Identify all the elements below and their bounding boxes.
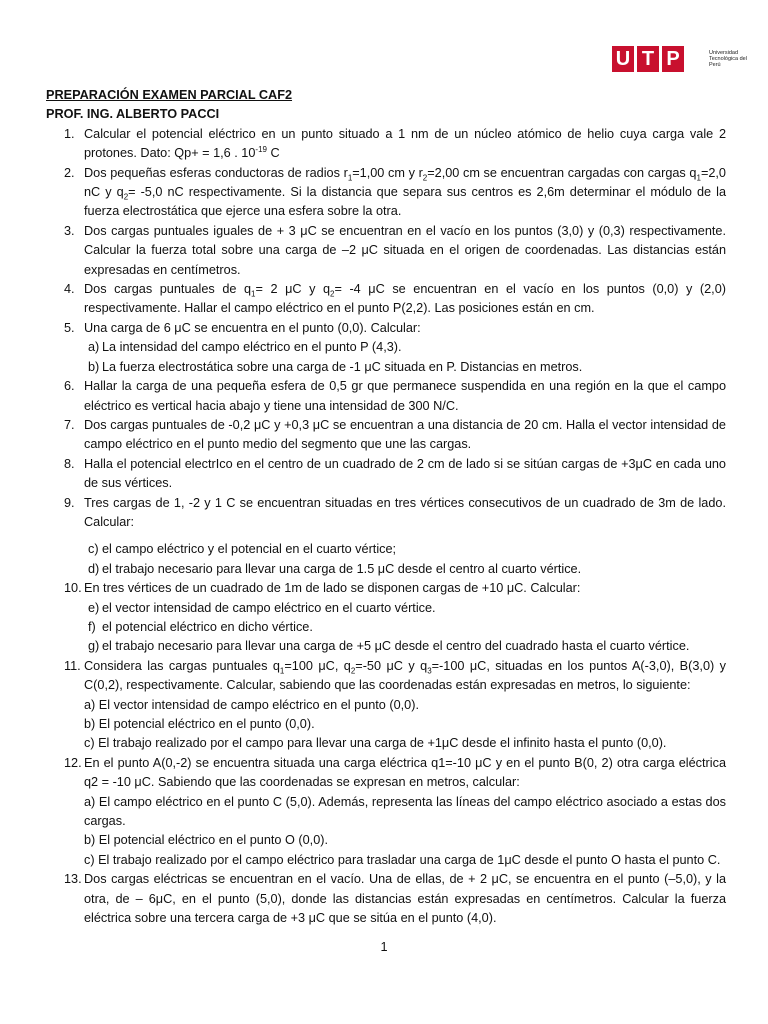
question-number: 8.: [64, 456, 75, 471]
question-text: =-100 μC, situadas en los puntos A(-3,0), B(3,0) y C(0,2), respectivamente. Calcular, sabiendo que las coordenadas están expresadas en metros, lo siguiente:: [84, 658, 726, 693]
question-number: 2.: [64, 165, 75, 180]
question-1: [46, 125, 726, 164]
question-number: 9.: [64, 495, 75, 510]
exponent: -19: [255, 144, 267, 154]
question-number: 13.: [64, 872, 82, 887]
question-line: a) El vector intensidad de campo eléctrico en el punto (0,0).: [84, 697, 419, 712]
sub-item-mark: b): [88, 359, 100, 374]
question-text: Dos pequeñas esferas conductoras de radios r: [84, 165, 348, 180]
question-8: [46, 455, 726, 494]
question-text: Dos cargas puntuales iguales de + 3 μC se encuentran en el vacío en los puntos (3,0) y (0,3) respectivamente. Calcular la fuerza total sobre una carga de –2 μC situada en el origen de coordenadas. Las distancias están expresadas en centímetros.: [84, 223, 726, 277]
sub-item-mark: g): [88, 639, 100, 654]
subscript: 2: [330, 289, 335, 299]
subscript: 2: [350, 666, 356, 676]
utp-logo: [612, 45, 749, 73]
sub-item: [84, 618, 726, 637]
question-4: [46, 280, 726, 319]
unit-text: C: [266, 146, 280, 161]
question-text: = 2 μC y q: [255, 282, 331, 297]
subscript: 3: [427, 666, 432, 676]
question-number: 11.: [64, 658, 81, 673]
sub-item: [84, 637, 726, 656]
question-line: b) El potencial eléctrico en el punto O (0,0).: [84, 833, 329, 848]
logo-letter-p: P: [662, 46, 684, 72]
subscript: 2: [123, 192, 129, 202]
question-text: Tres cargas de 1, -2 y 1 C se encuentran situadas en tres vértices consecutivos de un cuadrado de 3m de lado. Calcular:: [84, 495, 726, 529]
question-number: 3.: [64, 223, 75, 238]
sub-item: [84, 338, 726, 357]
question-3: [46, 222, 726, 280]
question-text: =2,00 cm se encuentran cargadas con cargas q: [427, 165, 697, 180]
question-number: 12.: [64, 755, 82, 770]
subscript: 2: [422, 173, 428, 183]
logo-letter-t: T: [637, 46, 659, 72]
question-line: c) El trabajo realizado por el campo eléctrico para trasladar una carga de 1μC desde el punto O hasta el punto C.: [84, 852, 721, 867]
question-7: [46, 416, 726, 455]
question-text: Considera las cargas puntuales q: [84, 658, 280, 673]
question-number: 7.: [64, 417, 75, 432]
question-line: c) El trabajo realizado por el campo para llevar una carga de +1μC desde el infinito hasta el punto (0,0).: [84, 736, 667, 751]
question-list: [46, 125, 726, 929]
sub-item: [84, 540, 726, 559]
sub-item-text: el campo eléctrico y el potencial en el cuarto vértice;: [102, 542, 397, 557]
document-body: [46, 86, 726, 928]
sub-item: [84, 560, 726, 579]
document-author: PROF. ING. ALBERTO PACCI: [46, 107, 220, 122]
question-line: b) El potencial eléctrico en el punto (0,0).: [84, 717, 315, 731]
question-text: Dos cargas puntuales de q: [84, 282, 252, 297]
subscript: 1: [696, 173, 701, 183]
sub-item-text: La fuerza electrostática sobre una carga de -1 μC situada en P. Distancias en metros.: [102, 359, 583, 374]
logo-letter-u: U: [612, 46, 634, 72]
question-text: =1,00 cm y r: [352, 165, 423, 180]
sub-item-text: el trabajo necesario para llevar una carga de 1.5 μC desde el centro al cuarto vértice.: [102, 561, 582, 576]
question-text: =100 μC, q: [284, 658, 351, 673]
sub-item-mark: c): [88, 542, 99, 557]
question-9: [46, 494, 726, 580]
page-number: 1: [380, 940, 388, 954]
sub-item-mark: a): [88, 340, 100, 355]
question-text: En el punto A(0,-2) se encuentra situada una carga eléctrica q1=-10 μC y en el punto B(0, 2) otra carga eléctrica q2 = -10 μC. Sabiendo que las coordenadas se expresan en metros, calcular:: [84, 755, 726, 790]
sub-item-mark: e): [88, 600, 100, 615]
sub-item-mark: f): [88, 619, 96, 634]
subscript: 1: [251, 289, 256, 299]
sub-item-text: La intensidad del campo eléctrico en el punto P (4,3).: [102, 340, 402, 355]
question-number: 10.: [64, 581, 82, 596]
question-5: [46, 319, 726, 377]
sub-item: [84, 599, 726, 618]
question-text: =2,0 nC y q: [84, 165, 726, 200]
question-text: Dos cargas eléctricas se encuentran en el vacío. Una de ellas, de + 2 μC, se encuentra en el punto (–5,0), y la otra, de – 6μC, en el punto (5,0), donde las distancias están expresadas en centímetros. Calcular la fuerza eléctrica sobre una tercera carga de +3 μC que se sitúa en el punto (4,0).: [84, 872, 726, 926]
sub-item-text: el potencial eléctrico en dicho vértice.: [102, 619, 313, 634]
question-11: [46, 657, 726, 754]
question-text: En tres vértices de un cuadrado de 1m de lado se disponen cargas de +10 μC. Calcular:: [84, 581, 581, 596]
question-line: a) El campo eléctrico en el punto C (5,0). Además, representa las líneas del campo eléctrico asociado a estas dos cargas.: [84, 794, 726, 829]
question-6: [46, 377, 726, 416]
question-text: Halla el potencial electrIco en el centro de un cuadrado de 2 cm de lado si se sitúan cargas de +3μC en cada uno de sus vértices.: [84, 456, 726, 491]
question-12: [46, 754, 726, 870]
question-number: 4.: [64, 282, 75, 297]
question-text: = -5,0 nC respectivamente. Si la distancia que separa sus centros es 2,6m determinar el módulo de la fuerza electrostática que ejerce una esfera sobre la otra.: [84, 185, 727, 219]
question-10: [46, 579, 726, 657]
logo-subtitle: Universidad Tecnológica del Perú: [709, 49, 747, 69]
question-text: Dos cargas puntuales de -0,2 μC y +0,3 μC se encuentran a una distancia de 20 cm. Halla el vector intensidad de campo eléctrico en el punto medio del segmento que une las cargas.: [84, 417, 726, 452]
question-2: [46, 164, 726, 222]
question-text: =-50 μC y q: [355, 658, 428, 673]
question-number: 1.: [64, 126, 75, 141]
subscript: 1: [347, 173, 353, 183]
question-text: Calcular el potencial eléctrico en un punto situado a 1 nm de un núcleo atómico de helio cuya carga vale 2 protones. Dato: Qp+ = 1,6 . 10: [84, 126, 726, 161]
question-text: = -4 μC se encuentran en el vacío en los puntos (0,0) y (2,0) respectivamente. Hallar el campo eléctrico en el punto P(2,2). Las posiciones están en cm.: [84, 282, 726, 316]
question-13: [46, 870, 726, 928]
document-title: PREPARACIÓN EXAMEN PARCIAL CAF2: [46, 88, 293, 102]
sub-item-text: el vector intensidad de campo eléctrico en el cuarto vértice.: [102, 600, 436, 615]
question-text: Hallar la carga de una pequeña esfera de 0,5 gr que permanece suspendida en una región en la que el campo eléctrico es vertical hacia abajo y tiene una intensidad de 300 N/C.: [84, 379, 726, 413]
question-text: Una carga de 6 μC se encuentra en el punto (0,0). Calcular:: [84, 320, 421, 335]
sub-item-mark: d): [88, 561, 100, 576]
subscript: 1: [279, 666, 285, 676]
sub-item: [84, 358, 726, 377]
question-number: 6.: [64, 379, 75, 394]
sub-item-text: el trabajo necesario para llevar una carga de +5 μC desde el centro del cuadrado hasta el cuarto vértice.: [102, 639, 690, 654]
question-number: 5.: [64, 320, 75, 335]
